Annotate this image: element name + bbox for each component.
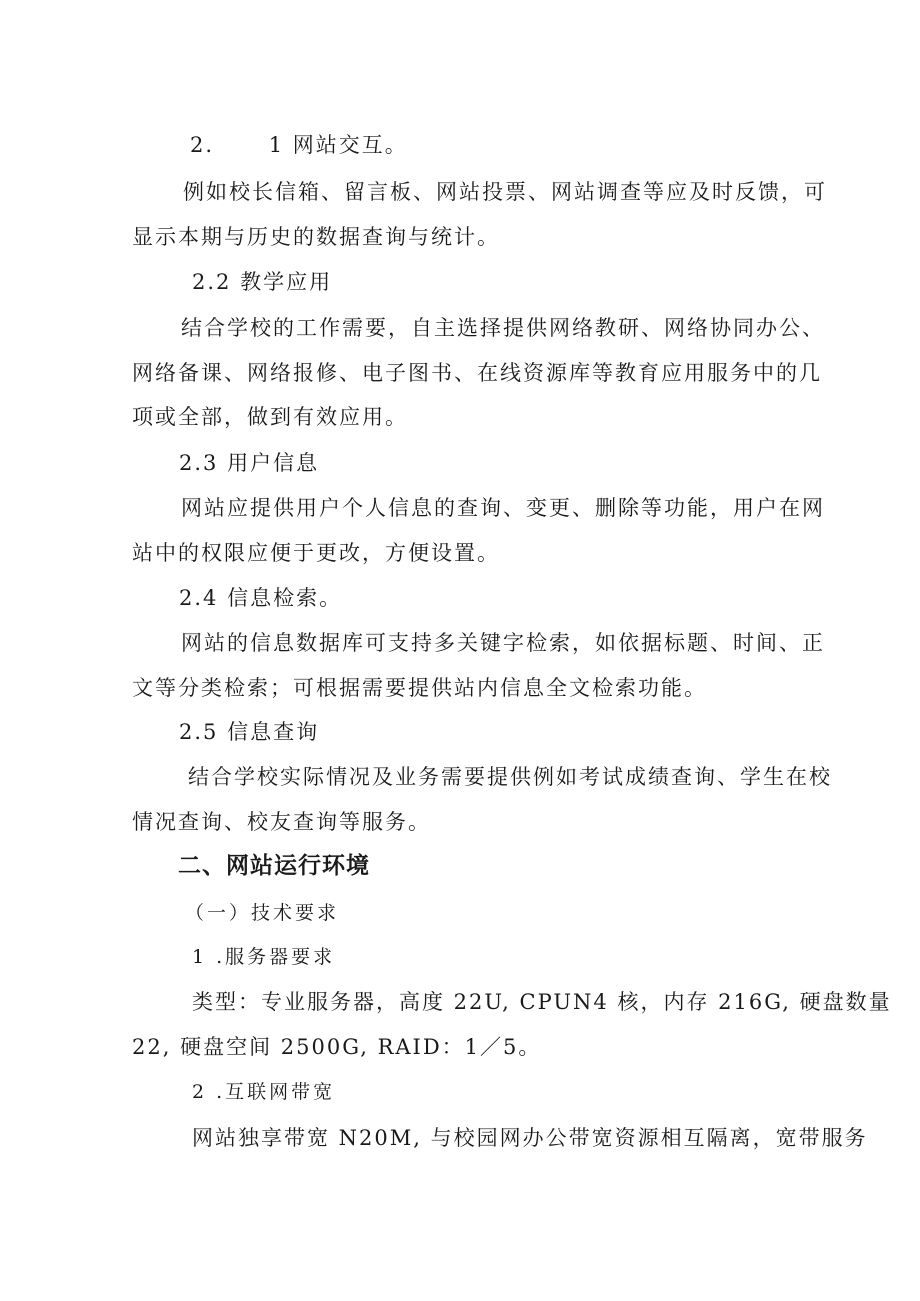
paragraph-line: 网络备课、网络报修、电子图书、在线资源库等教育应用服务中的几 (132, 361, 822, 385)
chapter-title: 二、网站运行环境 (178, 853, 370, 879)
paragraph-line: 项或全部，做到有效应用。 (132, 405, 408, 429)
paragraph-line: 网站独享带宽 N20M, 与校园网办公带宽资源相互隔离，宽带服务 (192, 1126, 868, 1150)
section-heading: 2. 1 网站交互。 (190, 133, 408, 157)
paragraph-line: 情况查询、校友查询等服务。 (132, 810, 431, 834)
paragraph-line: 22, 硬盘空间 2500G, RAID：1／5。 (132, 1035, 542, 1059)
paragraph-line: 结合学校的工作需要，自主选择提供网络教研、网络协同办公、 (181, 316, 825, 340)
paragraph-line: 例如校长信箱、留言板、网站投票、网站调查等应及时反馈，可 (183, 180, 827, 204)
item-title: 1 .服务器要求 (192, 946, 336, 968)
paragraph-line: 显示本期与历史的数据查询与统计。 (132, 225, 500, 249)
section-heading: 2.3 用户信息 (179, 451, 320, 475)
chapter-subtitle: （一）技术要求 (185, 902, 340, 924)
section-heading: 2.2 教学应用 (192, 270, 333, 294)
paragraph-line: 网站的信息数据库可支持多关键字检索，如依据标题、时间、正 (181, 631, 825, 655)
item-title: 2 .互联网带宽 (192, 1081, 336, 1103)
paragraph-line: 类型：专业服务器，高度 22U, CPUN4 核，内存 216G, 硬盘数量 (192, 990, 892, 1014)
section-heading: 2.4 信息检索。 (179, 586, 343, 610)
paragraph-line: 网站应提供用户个人信息的查询、变更、删除等功能，用户在网 (181, 496, 825, 520)
section-heading: 2.5 信息查询 (179, 720, 320, 744)
paragraph-line: 文等分类检索；可根据需要提供站内信息全文检索功能。 (132, 676, 707, 700)
paragraph-line: 结合学校实际情况及业务需要提供例如考试成绩查询、学生在校 (188, 765, 832, 789)
paragraph-line: 站中的权限应便于更改，方便设置。 (132, 541, 500, 565)
